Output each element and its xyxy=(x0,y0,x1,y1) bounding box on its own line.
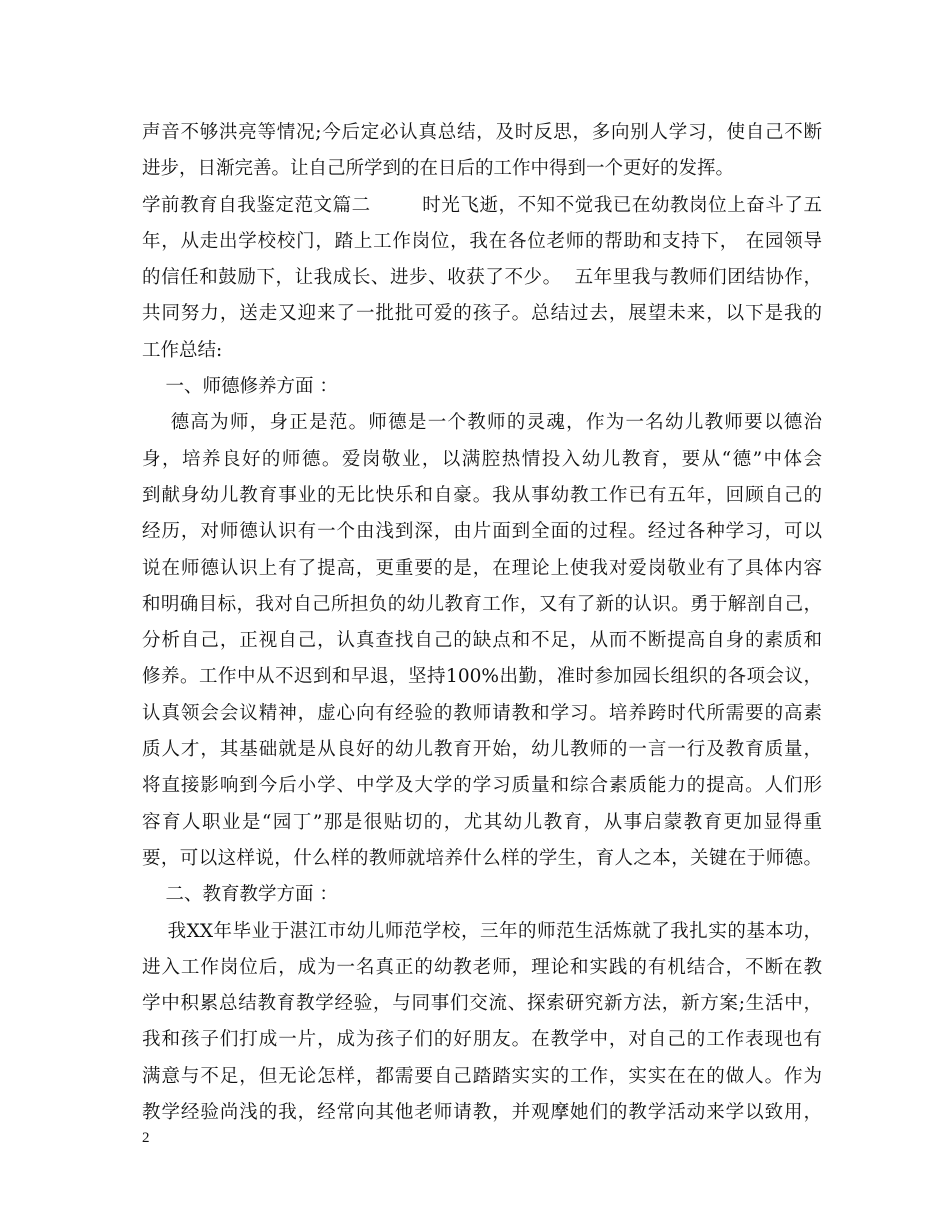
text-line: 和明确目标，我对自己所担负的幼儿教育工作，又有了新的认识。勇于解剖自己， xyxy=(142,593,822,615)
text-line: 进步，日渐完善。让自己所学到的在日后的工作中得到一个更好的发挥。 xyxy=(142,158,735,180)
text-line: 满意与不足，但无论怎样，都需要自己踏踏实实的工作，实实在在的做人。作为 xyxy=(142,1065,822,1087)
text-line: 分析自己，正视自己，认真查找自己的缺点和不足，从而不断提高自身的素质和 xyxy=(142,630,822,652)
text-line: 我XX年毕业于湛江市幼儿师范学校，三年的师范生活炼就了我扎实的基本功， xyxy=(142,920,822,942)
text-line: 的信任和鼓励下，让我成长、进步、收获了不少。 五年里我与教师们团结协作， xyxy=(142,267,822,289)
text-line: 学前教育自我鉴定范文篇二 时光飞逝，不知不觉我已在幼教岗位上奋斗了五 xyxy=(142,194,822,216)
text-line: 质人才，其基础就是从良好的幼儿教育开始，幼儿教师的一言一行及教育质量， xyxy=(142,739,822,761)
text-line: 学中积累总结教育教学经验，与同事们交流、探索研究新方法，新方案;生活中， xyxy=(142,993,822,1015)
text-line: 共同努力，送走又迎来了一批批可爱的孩子。总结过去，展望未来，以下是我的 xyxy=(142,303,822,325)
text-line: 到献身幼儿教育事业的无比快乐和自豪。我从事幼教工作已有五年，回顾自己的 xyxy=(142,484,822,506)
text-line: 说在师德认识上有了提高，更重要的是，在理论上使我对爱岗敬业有了具体内容 xyxy=(142,557,822,579)
text-line: 德高为师，身正是范。师德是一个教师的灵魂，作为一名幼儿教师要以德治 xyxy=(142,412,822,434)
text-line: 修养。工作中从不迟到和早退，坚持100%出勤，准时参加园长组织的各项会议， xyxy=(142,666,822,688)
section-heading: 一、师德修养方面 ： xyxy=(142,376,338,398)
section-heading: 二、教育教学方面 ： xyxy=(142,884,338,906)
text-line: 年，从走出学校校门，踏上工作岗位，我在各位老师的帮助和支持下， 在园领导 xyxy=(142,230,822,252)
text-line: 经历，对师德认识有一个由浅到深，由片面到全面的过程。经过各种学习，可以 xyxy=(142,521,822,543)
text-line: 身，培养良好的师德。爱岗敬业，以满腔热情投入幼儿教育，要从“德”中体会 xyxy=(142,448,822,470)
text-line: 将直接影响到今后小学、中学及大学的学习质量和综合素质能力的提高。人们形 xyxy=(142,775,822,797)
text-line: 要，可以这样说，什么样的教师就培养什么样的学生，育人之本，关键在于师德。 xyxy=(142,847,822,869)
text-line: 声音不够洪亮等情况;今后定必认真总结，及时反思，多向别人学习，使自己不断 xyxy=(142,122,822,143)
page-number: 2 xyxy=(142,1130,150,1146)
text-line: 容育人职业是“园丁”那是很贴切的，尤其幼儿教育，从事启蒙教育更加显得重 xyxy=(142,811,822,833)
text-line: 我和孩子们打成一片，成为孩子们的好朋友。在教学中，对自己的工作表现也有 xyxy=(142,1029,822,1051)
text-line: 认真领会会议精神，虚心向有经验的教师请教和学习。培养跨时代所需要的高素 xyxy=(142,702,822,724)
text-line: 进入工作岗位后，成为一名真正的幼教老师，理论和实践的有机结合，不断在教 xyxy=(142,956,822,978)
text-line: 工作总结: xyxy=(142,339,223,361)
body-text xyxy=(142,115,822,1131)
text-line: 教学经验尚浅的我，经常向其他老师请教，并观摩她们的教学活动来学以致用， xyxy=(142,1102,822,1124)
